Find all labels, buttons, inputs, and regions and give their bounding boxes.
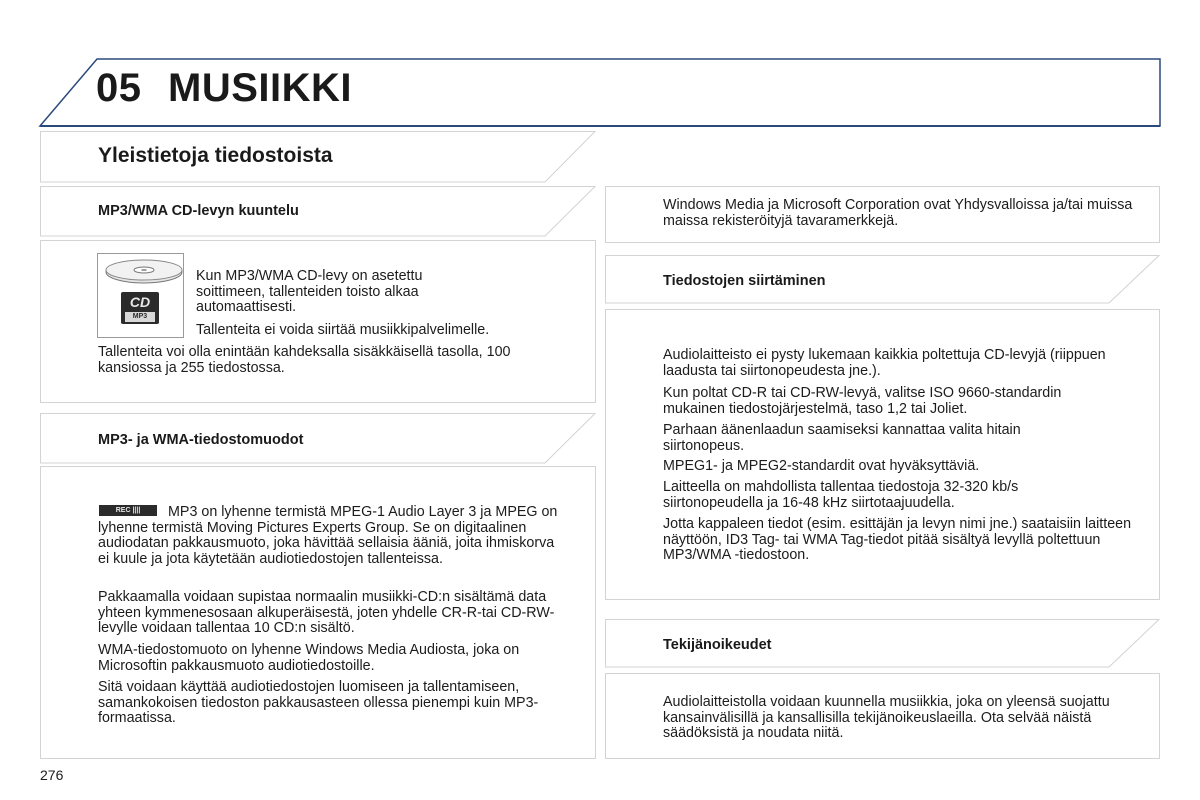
transfer-text-1: Audiolaitteisto ei pysty lukemaan kaikkia poltettuja CD-levyjä (riippuen laadusta tai siirtonopeudesta jne.). — [663, 347, 1106, 379]
mp3-cd-title: MP3/WMA CD-levyn kuuntelu — [98, 203, 299, 219]
transfer-text-4: MPEG1- ja MPEG2-standardit ovat hyväksyttäviä. — [663, 458, 980, 474]
transfer-text-2: Kun poltat CD-R tai CD-RW-levyä, valitse ISO 9660-standardin mukainen tiedostojärjestelmä, taso 1,2 tai Joliet. — [663, 385, 1062, 417]
cd-badge — [121, 292, 159, 324]
chapter-number: 05 — [96, 66, 142, 110]
transfer-text-3: Parhaan äänenlaadun saamiseksi kannattaa valita hitain siirtonopeus. — [663, 422, 1021, 454]
formats-text-2: Pakkaamalla voidaan supistaa normaalin musiikki-CD:n sisältämä data yhteen kymmenesosaan alkuperäisestä, joten yhdelle CR-R-tai CD-RW-levylle voidaan tallentaa 10 CD:n sisältö. — [98, 589, 555, 637]
transfer-title: Tiedostojen siirtäminen — [663, 273, 826, 289]
mp3-badge-label: MP3 — [125, 312, 155, 322]
trademark-text: Windows Media ja Microsoft Corporation ovat Yhdysvalloissa ja/tai muissa maissa rekisteröityjä tavaramerkkejä. — [663, 197, 1133, 229]
mp3-cd-text-1: Kun MP3/WMA CD-levy on asetettu soittimeen, tallenteiden toisto alkaa automaattisesti. — [196, 268, 423, 316]
copyright-title: Tekijänoikeudet — [663, 637, 772, 653]
cd-mp3-icon — [97, 253, 184, 338]
mp3-cd-text-3: Tallenteita voi olla enintään kahdeksalla sisäkkäisellä tasolla, 100 kansiossa ja 255 tiedostossa. — [98, 344, 511, 376]
cd-badge-label: CD — [129, 294, 151, 310]
transfer-text-6: Jotta kappaleen tiedot (esim. esittäjän ja levyn nimi jne.) saataisiin laitteen näyttöön, ID3 Tag- tai WMA Tag-tiedot pitää sisältyä levyllä poltettuun MP3/WMA -tiedostoon. — [663, 516, 1132, 564]
formats-text-4: Sitä voidaan käyttää audiotiedostojen luomiseen ja tallentamiseen, samankokoisen tiedoston pakkausasteen ollessa pienempi kuin MP3-formaatissa. — [98, 679, 539, 727]
formats-text-1: MP3 on lyhenne termistä MPEG-1 Audio Layer 3 ja MPEG on lyhenne termistä Moving Pictures Experts Group. Se on digitaalinen audiodatan pakkausmuoto, joka hävittää sellaisia ääniä, joita ihmiskorva ei kuule ja jota käytetään audiotiedostojen tallenteissa. — [98, 504, 558, 567]
transfer-text-5: Laitteella on mahdollista tallentaa tiedostoja 32-320 kb/s siirtonopeudella ja 16-48 kHz siirtotaajuudella. — [663, 479, 1019, 511]
cd-disc-icon — [98, 254, 183, 294]
section-title: Yleistietoja tiedostoista — [98, 144, 333, 167]
page-number: 276 — [40, 767, 64, 783]
mp3-cd-text-2: Tallenteita ei voida siirtää musiikkipalvelimelle. — [196, 322, 490, 338]
rec-badge-icon: REC |||| — [99, 505, 157, 516]
chapter-title: MUSIIKKI — [168, 66, 352, 110]
formats-title: MP3- ja WMA-tiedostomuodot — [98, 432, 304, 448]
copyright-text: Audiolaitteistolla voidaan kuunnella musiikkia, joka on yleensä suojattu kansainvälisillä ja kansallisilla tekijänoikeuslaeilla. Ota selvää näistä säädöksistä ja noudata niitä. — [663, 694, 1110, 742]
formats-text-3: WMA-tiedostomuoto on lyhenne Windows Media Audiosta, joka on Microsoftin pakkausmuoto audiotiedostoille. — [98, 642, 520, 674]
